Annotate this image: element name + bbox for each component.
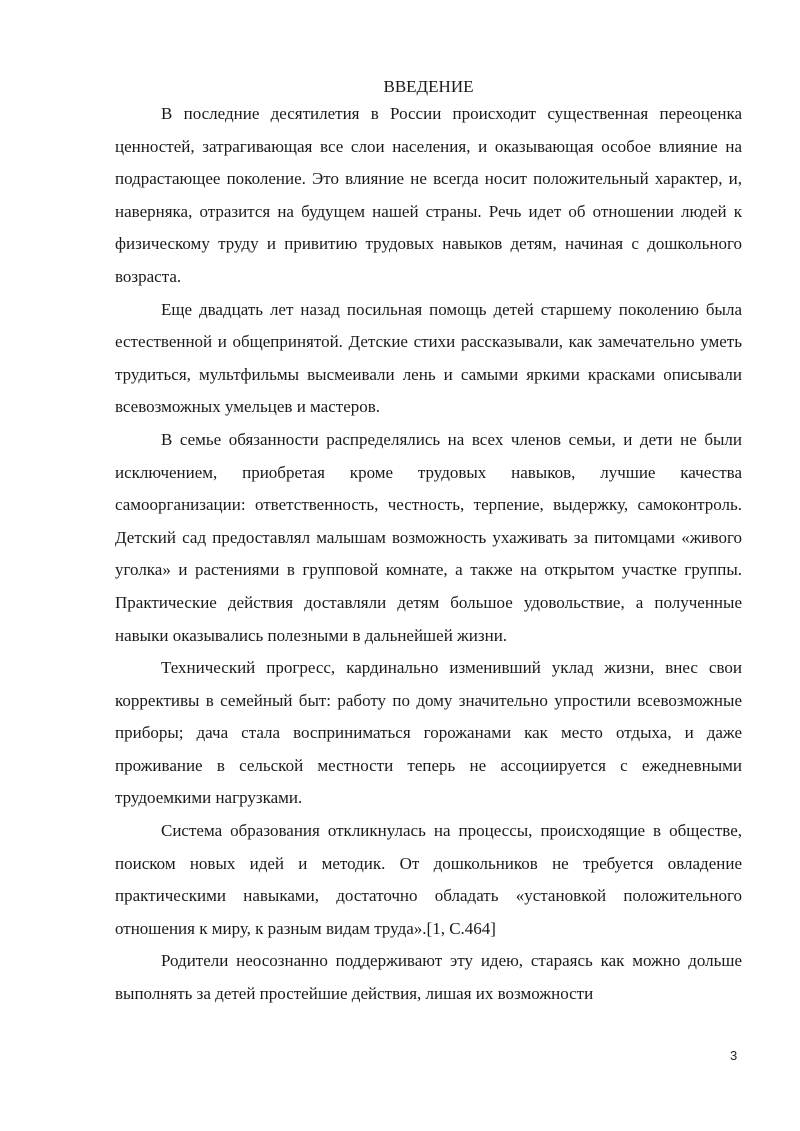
paragraph: Система образования откликнулась на процессы, происходящие в обществе, поиском новых идей и методик. От дошкольников не требуется овладение практическими навыками, достаточно обладать «установкой положительного отношения к миру, к разным видам труда».[1, С.464]: [115, 821, 742, 938]
section-heading: ВВЕДЕНИЕ: [383, 77, 474, 96]
page-content: [115, 76, 742, 1011]
paragraph: Родители неосознанно поддерживают эту идею, стараясь как можно дольше выполнять за детей простейшие действия, лишая их возможности: [115, 951, 742, 1004]
paragraph: В семье обязанности распределялись на всех членов семьи, и дети не были исключением, приобретая кроме трудовых навыков, лучшие качества самоорганизации: ответственность, честность, терпение, выдержку, самоконтроль. Детский сад предоставлял малышам возможность ухаживать за питомцами «живого уголка» и растениями в групповой комнате, а также на открытом участке группы. Практические действия доставляли детям большое удовольствие, а полученные навыки оказывались полезными в дальнейшей жизни.: [115, 429, 742, 645]
paragraph: В последние десятилетия в России происходит существенная переоценка ценностей, затрагивающая все слои населения, и оказывающая особое влияние на подрастающее поколение. Это влияние не всегда носит положительный характер, и, наверняка, отразится на будущем нашей страны. Речь идет об отношении людей к физическому труду и привитию трудовых навыков детям, начиная с дошкольного возраста.: [115, 104, 742, 286]
page-number: 3: [730, 1048, 738, 1063]
paragraph: Еще двадцать лет назад посильная помощь детей старшему поколению была естественной и общепринятой. Детские стихи рассказывали, как замечательно уметь трудиться, мультфильмы высмеивали лень и самыми яркими красками описывали всевозможных умельцев и мастеров.: [115, 299, 742, 417]
paragraph: Технический прогресс, кардинально изменивший уклад жизни, внес свои коррективы в семейный быт: работу по дому значительно упростили всевозможные приборы; дача стала восприниматься горожанами как место отдыха, и даже проживание в сельской местности теперь не ассоциируется с ежедневными трудоемкими нагрузками.: [115, 658, 742, 808]
